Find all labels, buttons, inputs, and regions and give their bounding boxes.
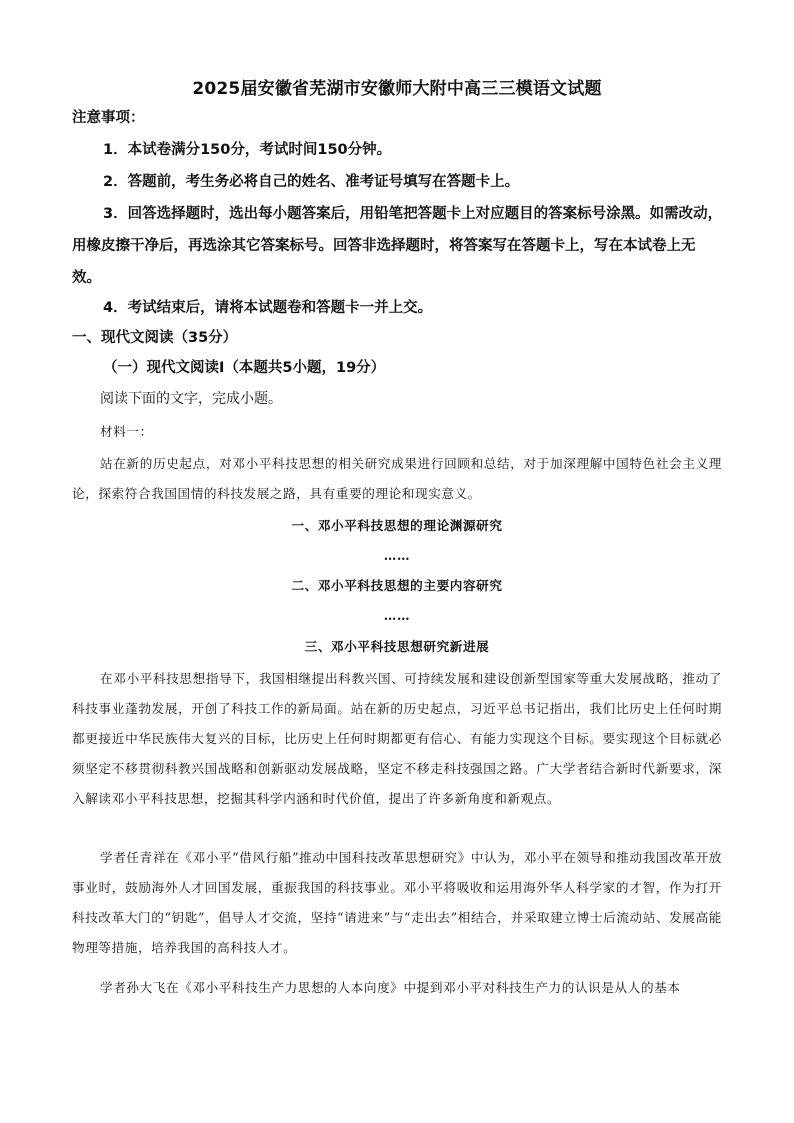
- body-paragraph: 站在新的历史起点，对邓小平科技思想的相关研究成果进行回顾和总结，对于加深理解中国特色社会主义理论，探索符合我国国情的科技发展之路，具有重要的理论和现实意义。: [72, 456, 722, 501]
- article-heading: 二、邓小平科技思想的主要内容研究: [291, 578, 503, 593]
- body-paragraph: 在邓小平科技思想指导下，我国相继提出科教兴国、可持续发展和建设创新型国家等重大发展战略，推动了科技事业蓬勃发展，开创了科技工作的新局面。站在新的历史起点，习近平总书记指出，我们比历史上任何时期都更接近中华民族伟大复兴的目标，比历史上任何时期都更有信心、有能力实现这个目标。要实现这个目标就必须坚定不移贯彻科教兴国战略和创新驱动发展战略，坚定不移走科技强国之路。广大学者结合新时代新要求，深入解读邓小平科技思想，挖掘其科学内涵和时代价值，提出了许多新角度和新观点。: [72, 671, 722, 806]
- notice-item: 4．考试结束后，请将本试题卷和答题卡一并上交。: [103, 300, 433, 316]
- article-heading: 三、邓小平科技思想研究新进展: [304, 639, 490, 654]
- reading-instruction: 阅读下面的文字，完成小题。: [100, 391, 282, 407]
- notice-item: 3．回答选择题时，选出每小题答案后，用铅笔把答题卡上对应题目的答案标号涂黑。如需改动，用橡皮擦干净后，再选涂其它答案标号。回答非选择题时，将答案写在答题卡上，写在本试卷上无效。: [72, 206, 723, 286]
- ellipsis: ……: [383, 548, 411, 563]
- subsection-heading: （一）现代文阅读Ⅰ（本题共5小题，19分）: [103, 360, 386, 376]
- ellipsis: ……: [383, 608, 411, 623]
- body-paragraph: 学者任青祥在《邓小平“借风行船”推动中国科技改革思想研究》中认为，邓小平在领导和推动我国改革开放事业时，鼓励海外人才回国发展，重振我国的科技事业。邓小平将吸收和运用海外华人科学家的才智，作为打开科技改革大门的“钥匙”，倡导人才交流，坚持“请进来”与“走出去”相结合，并采取建立博士后流动站、发展高能物理等措施，培养我国的高科技人才。: [72, 850, 722, 955]
- section-heading: 一、现代文阅读（35分）: [72, 330, 238, 346]
- material-label: 材料一：: [100, 424, 153, 439]
- notice-item: 2．答题前，考生务必将自己的姓名、准考证号填写在答题卡上。: [103, 174, 520, 190]
- notice-heading: 注意事项：: [72, 110, 145, 126]
- article-heading: 一、邓小平科技思想的理论渊源研究: [291, 518, 503, 533]
- body-paragraph: 学者孙大飞在《邓小平科技生产力思想的人本向度》中提到邓小平对科技生产力的认识是从人的基本: [100, 980, 681, 995]
- notice-item: 1．本试卷满分150分，考试时间150分钟。: [103, 142, 392, 158]
- document-title: 2025届安徽省芜湖市安徽师大附中高三三模语文试题: [192, 79, 602, 99]
